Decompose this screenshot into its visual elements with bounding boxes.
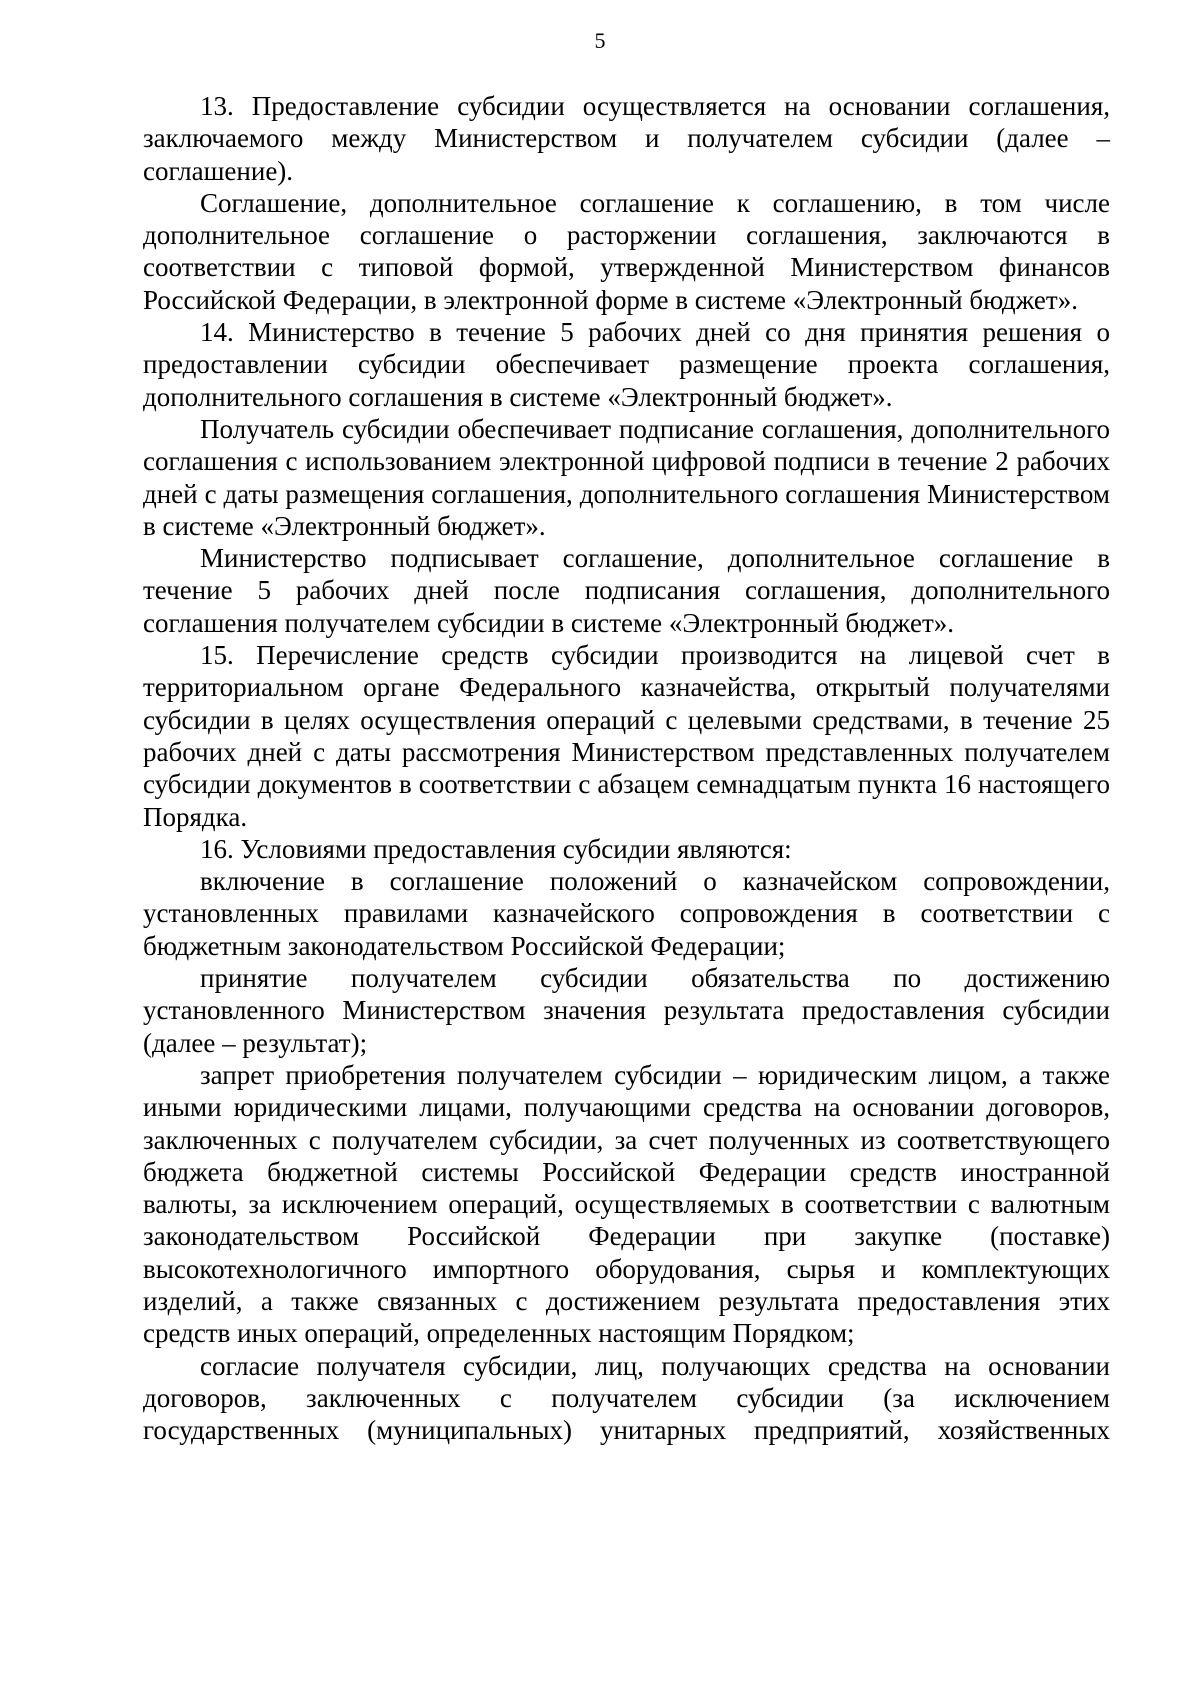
paragraph-currency-ban: запрет приобретения получателем субсидии – юридическим лицом, а также иными юридическими лицами, получающими средства на основании договоров, заключенных с получателем субсидии, за счет полученных из соответствующего бюджета бюджетной системы Российской Федерации средств иностранной валюты, за исключением операций, осуществляемых в соответствии с валютным законодательством Российской Федерации при закупке (поставке) высокотехнологичного импортного оборудования, сырья и комплектующих изделий, а также связанных с достижением результата предоставления этих средств иных операций, определенных настоящим Порядком; <box>143 1059 1110 1349</box>
page-number: 5 <box>594 28 606 53</box>
paragraph-result-obligation: принятие получателем субсидии обязательства по достижению установленного Министерством значения результата предоставления субсидии (далее – результат); <box>143 963 1110 1058</box>
paragraph-agreement-form: Соглашение, дополнительное соглашение к соглашению, в том числе дополнительное соглашение о расторжении соглашения, заключаются в соответствии с типовой формой, утвержденной Министерством финансов Российской Федерации, в электронной форме в системе «Электронный бюджет». <box>143 187 1110 315</box>
paragraph-13: 13. Предоставление субсидии осуществляется на основании соглашения, заключаемого между Министерством и получателем субсидии (далее – соглашение). <box>143 91 1110 186</box>
paragraph-recipient-signing: Получатель субсидии обеспечивает подписание соглашения, дополнительного соглашения с использованием электронной цифровой подписи в течение 2 рабочих дней с даты размещения соглашения, дополнительного соглашения Министерством в системе «Электронный бюджет». <box>143 413 1110 541</box>
paragraph-14: 14. Министерство в течение 5 рабочих дней со дня принятия решения о предоставлении субсидии обеспечивает размещение проекта соглашения, дополнительного соглашения в системе «Электронный бюджет». <box>143 317 1110 412</box>
paragraph-16: 16. Условиями предоставления субсидии являются: <box>200 833 792 864</box>
paragraph-ministry-signing: Министерство подписывает соглашение, дополнительное соглашение в течение 5 рабочих дней после подписания соглашения, дополнительного соглашения получателем субсидии в системе «Электронный бюджет». <box>143 543 1110 638</box>
paragraph-treasury-support: включение в соглашение положений о казначейском сопровождении, установленных правилами казначейского сопровождения в соответствии с бюджетным законодательством Российской Федерации; <box>143 866 1110 961</box>
paragraph-15: 15. Перечисление средств субсидии производится на лицевой счет в территориальном органе Федерального казначейства, открытый получателями субсидии в целях осуществления операций с целевыми средствами, в течение 25 рабочих дней с даты рассмотрения Министерством представленных получателем субсидии документов в соответствии с абзацем семнадцатым пункта 16 настоящего Порядка. <box>143 640 1110 832</box>
paragraph-consent: согласие получателя субсидии, лиц, получающих средства на основании договоров, заключенных с получателем субсидии (за исключением государственных (муниципальных) унитарных предприятий, хозяйственных <box>143 1350 1110 1446</box>
document-body <box>143 90 1110 1446</box>
